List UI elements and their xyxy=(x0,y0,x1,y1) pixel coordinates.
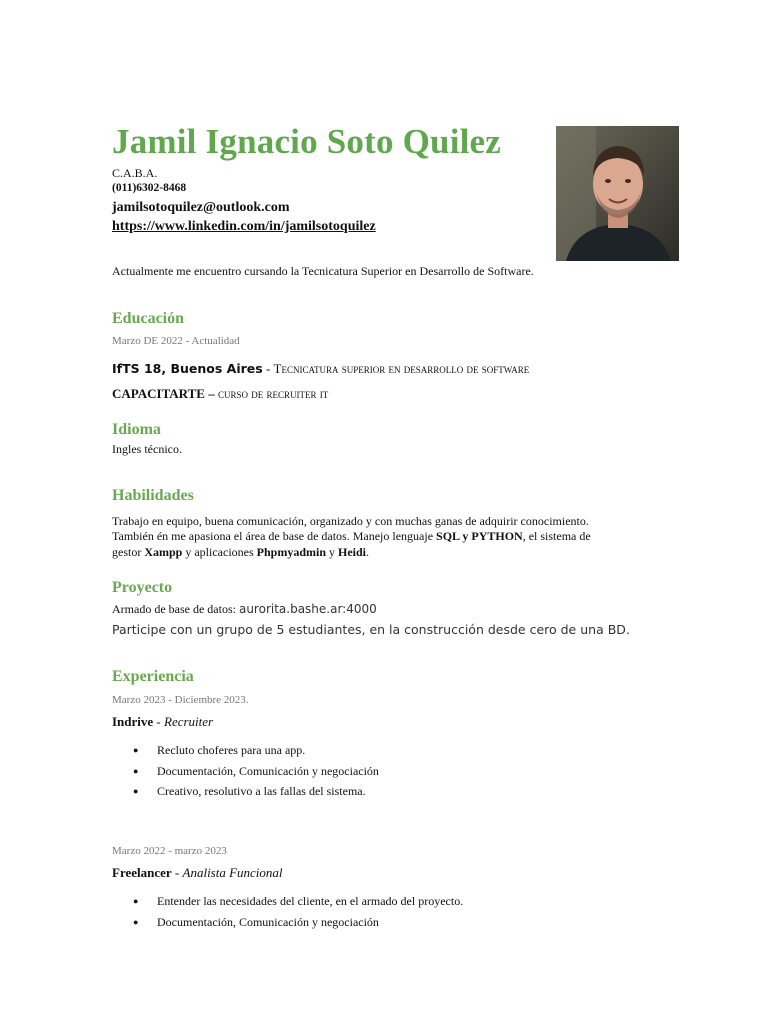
skills-text: y aplicaciones xyxy=(182,545,257,559)
profile-photo xyxy=(556,126,679,261)
phone: (011)6302-8468 xyxy=(112,182,187,194)
project-label: Armado de base de datos: xyxy=(112,602,239,616)
skills-text: y xyxy=(326,545,339,559)
job-separator: - xyxy=(171,865,183,880)
skills-heading: Habilidades xyxy=(112,487,194,504)
email-link[interactable]: jamilsotoquilez@outlook.com xyxy=(112,200,290,215)
education-item xyxy=(112,386,328,402)
skills-text: . xyxy=(366,545,370,559)
education-institution: IfTS 18, Buenos Aires xyxy=(112,361,263,376)
education-institution: CAPACITARTE xyxy=(112,386,205,401)
job-company: Indrive xyxy=(112,714,154,729)
summary-text: Actualmente me encuentro cursando la Tecnicatura Superior en Desarrollo de Software. xyxy=(112,264,534,278)
experience-heading: Experiencia xyxy=(112,668,194,685)
job-title xyxy=(112,714,213,730)
project-description: Participe con un grupo de 5 estudiantes, en la construcción desde cero de una BD. xyxy=(112,622,630,637)
job-separator: - xyxy=(153,714,165,729)
skills-line xyxy=(112,529,591,544)
education-item xyxy=(112,361,529,377)
job-title xyxy=(112,865,283,881)
skills-highlight: Xampp xyxy=(144,545,183,559)
linkedin-link[interactable]: https://www.linkedin.com/in/jamilsotoquilez xyxy=(112,219,376,234)
list-item: ● Documentación, Comunicación y negociación xyxy=(133,914,463,935)
portrait-illustration xyxy=(556,126,679,261)
education-program: curso de recruiter it xyxy=(217,386,329,401)
job-role: Analista Funcional xyxy=(182,865,283,880)
cv-name: Jamil Ignacio Soto Quilez xyxy=(112,122,502,161)
job-bullets xyxy=(133,742,379,804)
skills-text: También én me apasiona el área de base de datos. Manejo lenguaje xyxy=(112,529,437,543)
skills-highlight: Phpmyadmin xyxy=(256,545,327,559)
list-item: ● Documentación, Comunicación y negociación xyxy=(133,763,379,784)
skills-text: gestor xyxy=(112,545,145,559)
education-date: Marzo DE 2022 - Actualidad xyxy=(112,335,240,347)
project-url[interactable]: aurorita.bashe.ar:4000 xyxy=(238,602,377,616)
job-bullets xyxy=(133,893,463,934)
job-company: Freelancer xyxy=(112,865,172,880)
project-heading: Proyecto xyxy=(112,579,173,596)
language-text: Ingles técnico. xyxy=(112,442,182,456)
project-line xyxy=(112,602,377,617)
language-heading: Idioma xyxy=(112,421,161,438)
job-date: Marzo 2023 - Diciembre 2023. xyxy=(112,694,249,706)
list-item: ● Creativo, resolutivo a las fallas del sistema. xyxy=(133,783,379,804)
skills-highlight: SQL y PYTHON xyxy=(436,529,523,543)
education-program: Tecnicatura superior en desarrollo de software xyxy=(273,361,530,376)
skills-line xyxy=(112,545,369,560)
job-date: Marzo 2022 - marzo 2023 xyxy=(112,845,227,857)
skills-highlight: Heidi xyxy=(338,545,367,559)
skills-line: Trabajo en equipo, buena comunicación, organizado y con muchas ganas de adquirir conocimiento. xyxy=(112,514,589,528)
skills-text: , el sistema de xyxy=(522,529,591,543)
education-separator: - xyxy=(262,361,274,376)
education-heading: Educación xyxy=(112,310,185,327)
location: C.A.B.A. xyxy=(112,166,158,180)
job-role: Recruiter xyxy=(164,714,214,729)
list-item: ● Recluto choferes para una app. xyxy=(133,742,379,763)
list-item: ● Entender las necesidades del cliente, en el armado del proyecto. xyxy=(133,893,463,914)
education-separator: – xyxy=(204,386,218,401)
